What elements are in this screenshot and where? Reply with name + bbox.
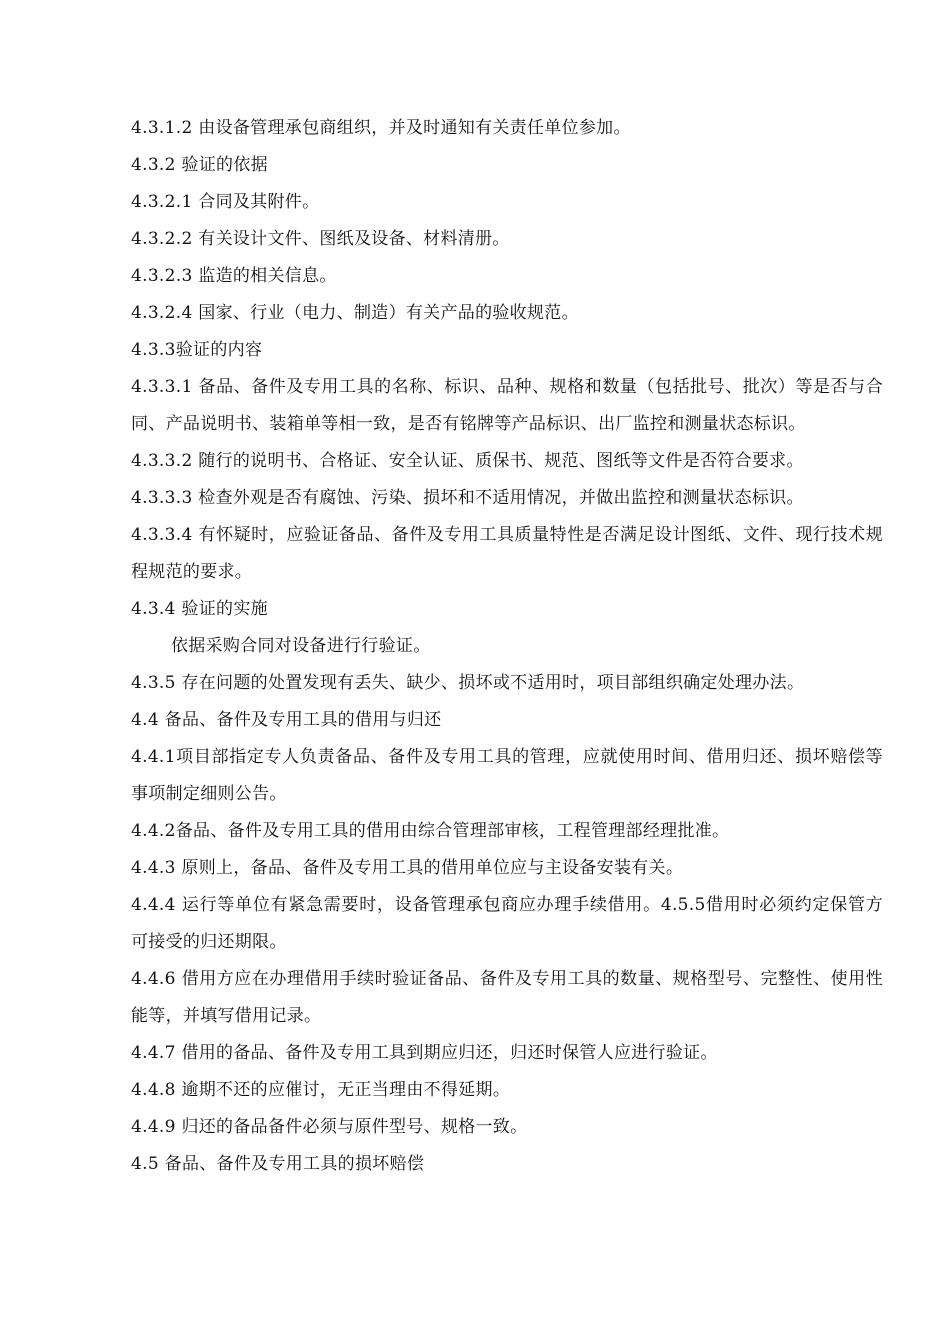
paragraph-4-4-8: 4.4.8 逾期不还的应催讨，无正当理由不得延期。 [131,1080,511,1100]
heading-4-3-4: 4.3.4 验证的实施 [131,599,268,619]
paragraph-4-4-1: 4.4.1项目部指定专人负责备品、备件及专用工具的管理，应就使用时间、借用归还、损坏赔偿等事项制定细则公告。 [131,747,883,804]
heading-4-4: 4.4 备品、备件及专用工具的借用与归还 [131,710,442,730]
paragraph-4-3-2-1: 4.3.2.1 合同及其附件。 [131,192,320,212]
paragraph-4-4-2: 4.4.2备品、备件及专用工具的借用由综合管理部审核，工程管理部经理批准。 [131,821,730,841]
paragraph-4-4-7: 4.4.7 借用的备品、备件及专用工具到期应归还，归还时保管人应进行验证。 [131,1043,718,1063]
paragraph-4-3-5: 4.3.5 存在问题的处置发现有丢失、缺少、损坏或不适用时，项目部组织确定处理办法。 [131,673,805,693]
paragraph-4-3-2-3: 4.3.2.3 监造的相关信息。 [131,266,337,286]
paragraph-4-4-4: 4.4.4 运行等单位有紧急需要时，设备管理承包商应办理手续借用。4.5.5借用时必须约定保管方可接受的归还期限。 [131,895,883,952]
heading-4-5: 4.5 备品、备件及专用工具的损坏赔偿 [131,1154,425,1174]
paragraph-4-3-1-2: 4.3.1.2 由设备管理承包商组织，并及时通知有关责任单位参加。 [131,118,631,138]
paragraph-4-3-2-4: 4.3.2.4 国家、行业（电力、制造）有关产品的验收规范。 [131,303,579,323]
paragraph-4-4-3: 4.4.3 原则上，备品、备件及专用工具的借用单位应与主设备安装有关。 [131,858,684,878]
paragraph-4-3-3-1: 4.3.3.1 备品、备件及专用工具的名称、标识、品种、规格和数量（包括批号、批次）等是否与合同、产品说明书、装箱单等相一致，是否有铭牌等产品标识、出厂监控和测量状态标识。 [131,377,883,434]
document-body [131,110,883,1183]
paragraph-4-3-3-3: 4.3.3.3 检查外观是否有腐蚀、污染、损坏和不适用情况，并做出监控和测量状态标识。 [131,488,804,508]
paragraph-4-3-3-2: 4.3.3.2 随行的说明书、合格证、安全认证、质保书、规范、图纸等文件是否符合要求。 [131,451,804,471]
paragraph-implementation: 依据采购合同对设备进行行验证。 [171,636,431,656]
paragraph-4-3-3-4: 4.3.3.4 有怀疑时，应验证备品、备件及专用工具质量特性是否满足设计图纸、文件、现行技术规程规范的要求。 [131,525,883,582]
heading-4-3-2: 4.3.2 验证的依据 [131,155,268,175]
paragraph-4-4-6: 4.4.6 借用方应在办理借用手续时验证备品、备件及专用工具的数量、规格型号、完整性、使用性能等，并填写借用记录。 [131,969,883,1026]
paragraph-4-4-9: 4.4.9 归还的备品备件必须与原件型号、规格一致。 [131,1117,528,1137]
paragraph-4-3-2-2: 4.3.2.2 有关设计文件、图纸及设备、材料清册。 [131,229,510,249]
heading-4-3-3: 4.3.3验证的内容 [131,340,263,360]
